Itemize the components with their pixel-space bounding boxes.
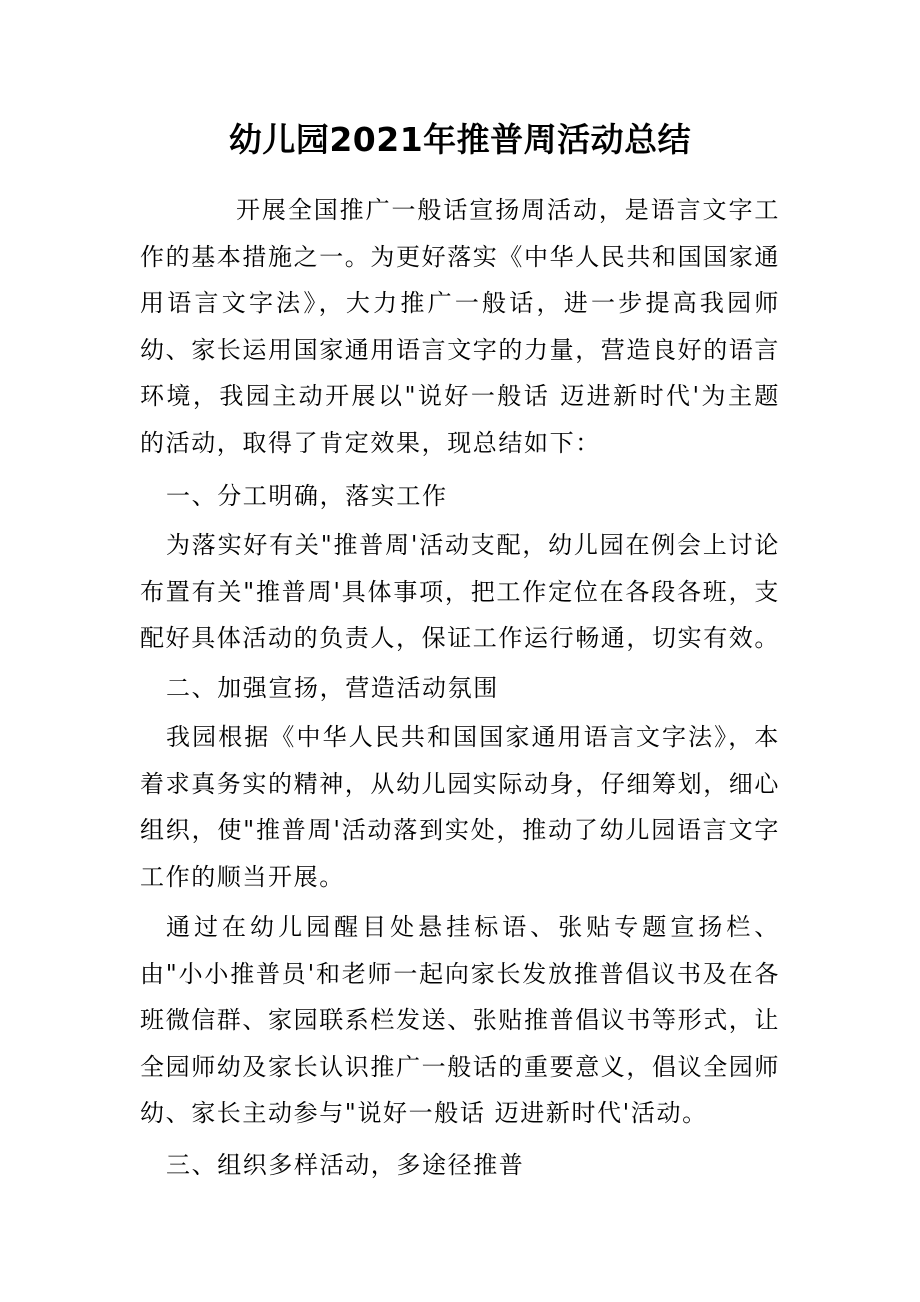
- section-3-heading: 三、组织多样活动，多途径推普: [166, 1151, 525, 1179]
- section-1-paragraph: 为落实好有关"推普周'活动支配，幼儿园在例会上讨论布置有关"推普周'具体事项，把工作定位在各段各班，支配好具体活动的负责人，保证工作运行畅通，切实有效。: [140, 531, 780, 652]
- intro-paragraph: 开展全国推广一般话宣扬周活动，是语言文字工作的基本措施之一。为更好落实《中华人民共和国国家通用语言文字法》，大力推广一般话，进一步提高我园师幼、家长运用国家通用语言文字的力量，营造良好的语言环境，我园主动开展以"说好一般话 迈进新时代'为主题的活动，取得了肯定效果，现总结如下：: [140, 196, 780, 457]
- section-2-paragraph-2: 通过在幼儿园醒目处悬挂标语、张贴专题宣扬栏、由"小小推普员'和老师一起向家长发放推普倡议书及在各班微信群、家园联系栏发送、张贴推普倡议书等形式，让全园师幼及家长认识推广一般话的重要意义，倡议全园师幼、家长主动参与"说好一般话 迈进新时代'活动。: [140, 913, 780, 1127]
- section-2-paragraph-1: 我园根据《中华人民共和国国家通用语言文字法》，本着求真务实的精神，从幼儿园实际动身，仔细筹划，细心组织，使"推普周'活动落到实处，推动了幼儿园语言文字工作的顺当开展。: [140, 723, 780, 891]
- document-title: 幼儿园2021年推普周活动总结: [228, 120, 692, 159]
- section-1-heading: 一、分工明确，落实工作: [166, 482, 448, 510]
- section-2-heading: 二、加强宣扬，营造活动氛围: [166, 674, 499, 702]
